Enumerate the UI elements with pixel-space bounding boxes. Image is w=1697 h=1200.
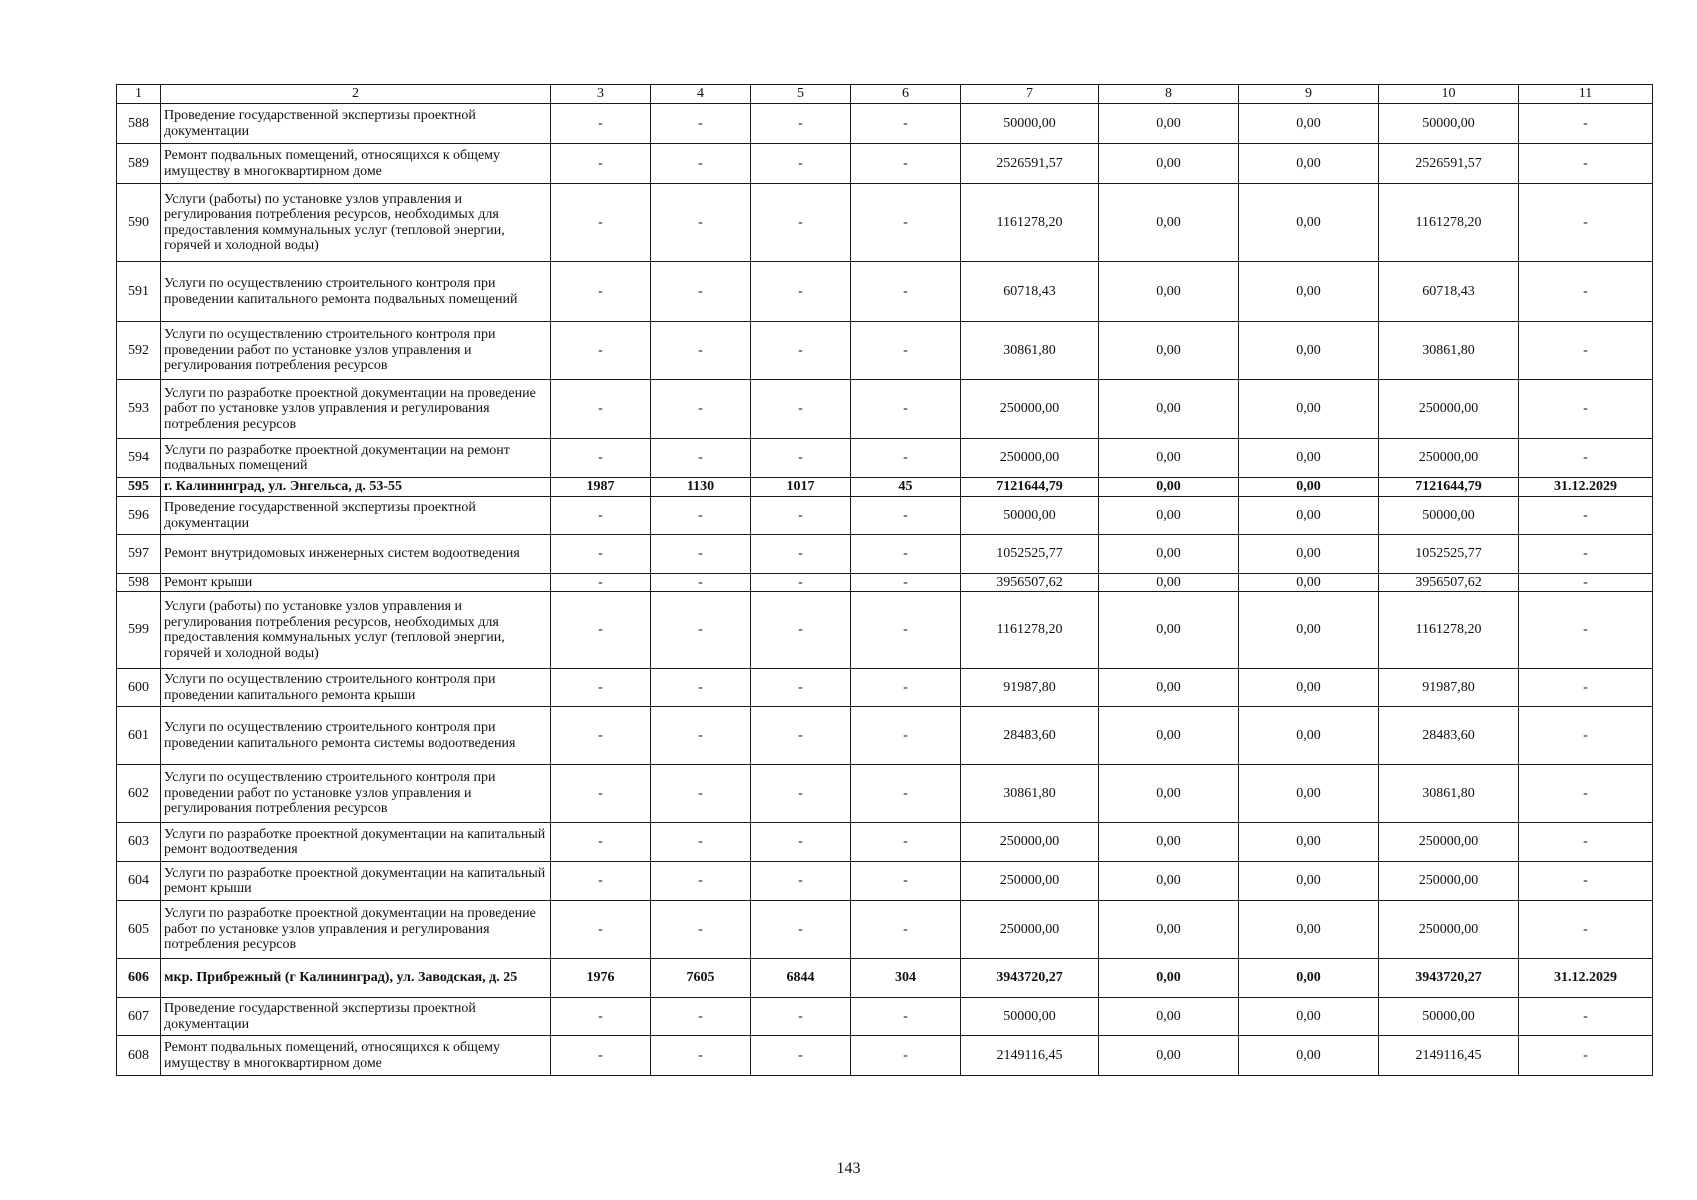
- value-cell: -: [551, 862, 651, 901]
- value-cell: -: [1519, 497, 1653, 535]
- row-number-cell: 591: [117, 262, 161, 322]
- value-cell: -: [851, 380, 961, 439]
- value-cell: 50000,00: [1379, 497, 1519, 535]
- column-header-6: 6: [851, 85, 961, 104]
- description-cell: Услуги по осуществлению строительного контроля при проведении капитального ремонта системы водоотведения: [161, 707, 551, 765]
- value-cell: -: [851, 765, 961, 823]
- description-cell: мкр. Прибрежный (г Калининград), ул. Заводская, д. 25: [161, 959, 551, 998]
- column-header-3: 3: [551, 85, 651, 104]
- value-cell: -: [651, 998, 751, 1036]
- table-row: [117, 592, 1653, 669]
- value-cell: -: [1519, 823, 1653, 862]
- value-cell: 50000,00: [961, 497, 1099, 535]
- value-cell: 30861,80: [1379, 322, 1519, 380]
- table-row: [117, 959, 1653, 998]
- value-cell: 0,00: [1099, 439, 1239, 478]
- value-cell: -: [551, 592, 651, 669]
- value-cell: 250000,00: [961, 862, 1099, 901]
- value-cell: -: [651, 823, 751, 862]
- value-cell: -: [1519, 535, 1653, 574]
- value-cell: 60718,43: [1379, 262, 1519, 322]
- value-cell: -: [851, 535, 961, 574]
- value-cell: -: [551, 535, 651, 574]
- value-cell: 1161278,20: [1379, 184, 1519, 262]
- value-cell: -: [551, 823, 651, 862]
- value-cell: 0,00: [1099, 823, 1239, 862]
- row-number-cell: 590: [117, 184, 161, 262]
- value-cell: 250000,00: [961, 439, 1099, 478]
- value-cell: 250000,00: [961, 901, 1099, 959]
- value-cell: -: [651, 1036, 751, 1076]
- value-cell: -: [851, 1036, 961, 1076]
- description-cell: Ремонт подвальных помещений, относящихся к общему имуществу в многоквартирном доме: [161, 144, 551, 184]
- row-number-cell: 606: [117, 959, 161, 998]
- value-cell: -: [1519, 1036, 1653, 1076]
- value-cell: 304: [851, 959, 961, 998]
- description-cell: Ремонт подвальных помещений, относящихся к общему имуществу в многоквартирном доме: [161, 1036, 551, 1076]
- value-cell: -: [1519, 592, 1653, 669]
- value-cell: 0,00: [1099, 478, 1239, 497]
- value-cell: 0,00: [1239, 439, 1379, 478]
- value-cell: -: [851, 262, 961, 322]
- table-row: [117, 765, 1653, 823]
- column-header-5: 5: [751, 85, 851, 104]
- table-row: [117, 478, 1653, 497]
- value-cell: 250000,00: [961, 823, 1099, 862]
- table-row: [117, 322, 1653, 380]
- value-cell: 1161278,20: [1379, 592, 1519, 669]
- value-cell: -: [851, 823, 961, 862]
- value-cell: -: [751, 322, 851, 380]
- value-cell: -: [751, 592, 851, 669]
- value-cell: -: [751, 823, 851, 862]
- value-cell: -: [851, 592, 961, 669]
- column-header-8: 8: [1099, 85, 1239, 104]
- value-cell: -: [851, 901, 961, 959]
- value-cell: 0,00: [1239, 535, 1379, 574]
- value-cell: 91987,80: [961, 669, 1099, 707]
- value-cell: -: [651, 862, 751, 901]
- value-cell: 0,00: [1239, 262, 1379, 322]
- row-number-cell: 608: [117, 1036, 161, 1076]
- value-cell: -: [1519, 439, 1653, 478]
- value-cell: -: [1519, 144, 1653, 184]
- description-cell: Проведение государственной экспертизы проектной документации: [161, 104, 551, 144]
- row-number-cell: 607: [117, 998, 161, 1036]
- value-cell: 0,00: [1099, 959, 1239, 998]
- column-header-4: 4: [651, 85, 751, 104]
- value-cell: 3943720,27: [1379, 959, 1519, 998]
- table-body: [117, 104, 1653, 1076]
- value-cell: -: [551, 144, 651, 184]
- value-cell: -: [851, 497, 961, 535]
- value-cell: 2149116,45: [961, 1036, 1099, 1076]
- table-row: [117, 497, 1653, 535]
- value-cell: -: [851, 439, 961, 478]
- row-number-cell: 600: [117, 669, 161, 707]
- value-cell: -: [851, 144, 961, 184]
- description-cell: Услуги по разработке проектной документации на проведение работ по установке узлов управления и регулирования потребления ресурсов: [161, 380, 551, 439]
- value-cell: 250000,00: [1379, 380, 1519, 439]
- value-cell: 50000,00: [961, 104, 1099, 144]
- value-cell: -: [1519, 765, 1653, 823]
- row-number-cell: 592: [117, 322, 161, 380]
- row-number-cell: 594: [117, 439, 161, 478]
- table-row: [117, 1036, 1653, 1076]
- table-row: [117, 439, 1653, 478]
- value-cell: 0,00: [1239, 104, 1379, 144]
- value-cell: 0,00: [1099, 104, 1239, 144]
- value-cell: -: [651, 322, 751, 380]
- value-cell: 6844: [751, 959, 851, 998]
- row-number-cell: 605: [117, 901, 161, 959]
- table-row: [117, 998, 1653, 1036]
- value-cell: 0,00: [1239, 901, 1379, 959]
- value-cell: 0,00: [1239, 862, 1379, 901]
- value-cell: -: [751, 669, 851, 707]
- value-cell: 0,00: [1239, 184, 1379, 262]
- value-cell: -: [651, 535, 751, 574]
- value-cell: 0,00: [1239, 497, 1379, 535]
- row-number-cell: 603: [117, 823, 161, 862]
- value-cell: 0,00: [1239, 998, 1379, 1036]
- value-cell: -: [851, 184, 961, 262]
- value-cell: 2526591,57: [961, 144, 1099, 184]
- value-cell: -: [751, 439, 851, 478]
- value-cell: -: [751, 184, 851, 262]
- value-cell: -: [751, 104, 851, 144]
- value-cell: -: [551, 439, 651, 478]
- value-cell: 1052525,77: [1379, 535, 1519, 574]
- value-cell: -: [551, 1036, 651, 1076]
- value-cell: 7121644,79: [961, 478, 1099, 497]
- value-cell: 3956507,62: [1379, 574, 1519, 592]
- row-number-cell: 595: [117, 478, 161, 497]
- row-number-cell: 588: [117, 104, 161, 144]
- description-cell: Услуги по осуществлению строительного контроля при проведении работ по установке узлов управления и регулирования потребления ресурсов: [161, 322, 551, 380]
- value-cell: -: [851, 862, 961, 901]
- value-cell: 60718,43: [961, 262, 1099, 322]
- value-cell: 0,00: [1099, 184, 1239, 262]
- page-number: 143: [836, 1160, 861, 1177]
- description-cell: Услуги по осуществлению строительного контроля при проведении капитального ремонта крыши: [161, 669, 551, 707]
- value-cell: -: [651, 144, 751, 184]
- value-cell: -: [651, 574, 751, 592]
- value-cell: -: [751, 535, 851, 574]
- value-cell: 0,00: [1099, 1036, 1239, 1076]
- value-cell: 50000,00: [1379, 998, 1519, 1036]
- value-cell: 250000,00: [1379, 901, 1519, 959]
- value-cell: -: [751, 707, 851, 765]
- table-row: [117, 901, 1653, 959]
- description-cell: Услуги по осуществлению строительного контроля при проведении капитального ремонта подвальных помещений: [161, 262, 551, 322]
- value-cell: -: [751, 901, 851, 959]
- row-number-cell: 602: [117, 765, 161, 823]
- value-cell: -: [851, 669, 961, 707]
- value-cell: 50000,00: [961, 998, 1099, 1036]
- value-cell: 0,00: [1239, 380, 1379, 439]
- value-cell: -: [551, 380, 651, 439]
- value-cell: -: [551, 104, 651, 144]
- value-cell: -: [751, 574, 851, 592]
- table-header: [117, 85, 1653, 104]
- value-cell: 28483,60: [961, 707, 1099, 765]
- row-number-cell: 604: [117, 862, 161, 901]
- value-cell: -: [851, 574, 961, 592]
- value-cell: 50000,00: [1379, 104, 1519, 144]
- value-cell: -: [851, 707, 961, 765]
- value-cell: 250000,00: [1379, 823, 1519, 862]
- column-header-9: 9: [1239, 85, 1379, 104]
- description-cell: Проведение государственной экспертизы проектной документации: [161, 497, 551, 535]
- value-cell: -: [751, 262, 851, 322]
- description-cell: Услуги по разработке проектной документации на ремонт подвальных помещений: [161, 439, 551, 478]
- value-cell: 3956507,62: [961, 574, 1099, 592]
- description-cell: Услуги по разработке проектной документации на капитальный ремонт водоотведения: [161, 823, 551, 862]
- value-cell: -: [651, 707, 751, 765]
- row-number-cell: 601: [117, 707, 161, 765]
- value-cell: -: [551, 707, 651, 765]
- value-cell: -: [751, 765, 851, 823]
- table-row: [117, 144, 1653, 184]
- value-cell: -: [1519, 184, 1653, 262]
- data-table: [116, 84, 1653, 1076]
- table-row: [117, 380, 1653, 439]
- value-cell: 0,00: [1099, 574, 1239, 592]
- row-number-cell: 596: [117, 497, 161, 535]
- value-cell: 0,00: [1099, 998, 1239, 1036]
- value-cell: 0,00: [1239, 707, 1379, 765]
- description-cell: Ремонт внутридомовых инженерных систем водоотведения: [161, 535, 551, 574]
- row-number-cell: 599: [117, 592, 161, 669]
- value-cell: -: [751, 380, 851, 439]
- value-cell: -: [1519, 322, 1653, 380]
- description-cell: Проведение государственной экспертизы проектной документации: [161, 998, 551, 1036]
- value-cell: -: [651, 439, 751, 478]
- value-cell: 250000,00: [961, 380, 1099, 439]
- value-cell: -: [1519, 862, 1653, 901]
- value-cell: -: [751, 497, 851, 535]
- value-cell: 250000,00: [1379, 862, 1519, 901]
- value-cell: 91987,80: [1379, 669, 1519, 707]
- description-cell: Услуги по разработке проектной документации на капитальный ремонт крыши: [161, 862, 551, 901]
- value-cell: -: [551, 184, 651, 262]
- value-cell: 1161278,20: [961, 184, 1099, 262]
- table-row: [117, 184, 1653, 262]
- value-cell: 31.12.2029: [1519, 959, 1653, 998]
- value-cell: 0,00: [1239, 669, 1379, 707]
- value-cell: -: [551, 901, 651, 959]
- column-header-10: 10: [1379, 85, 1519, 104]
- value-cell: -: [751, 862, 851, 901]
- value-cell: 0,00: [1099, 669, 1239, 707]
- value-cell: 1987: [551, 478, 651, 497]
- value-cell: 30861,80: [961, 322, 1099, 380]
- value-cell: 0,00: [1099, 262, 1239, 322]
- table-row: [117, 707, 1653, 765]
- value-cell: -: [1519, 262, 1653, 322]
- table-row: [117, 535, 1653, 574]
- value-cell: -: [1519, 669, 1653, 707]
- value-cell: -: [651, 380, 751, 439]
- value-cell: -: [651, 901, 751, 959]
- value-cell: 30861,80: [961, 765, 1099, 823]
- value-cell: -: [651, 262, 751, 322]
- value-cell: -: [1519, 707, 1653, 765]
- value-cell: 0,00: [1099, 144, 1239, 184]
- header-row: [117, 85, 1653, 104]
- row-number-cell: 589: [117, 144, 161, 184]
- value-cell: 0,00: [1239, 959, 1379, 998]
- value-cell: 0,00: [1239, 144, 1379, 184]
- value-cell: 7605: [651, 959, 751, 998]
- description-cell: Услуги (работы) по установке узлов управления и регулирования потребления ресурсов, необходимых для предоставления коммунальных услуг (тепловой энергии, горячей и холодной воды): [161, 184, 551, 262]
- row-number-cell: 593: [117, 380, 161, 439]
- value-cell: 1161278,20: [961, 592, 1099, 669]
- value-cell: -: [551, 262, 651, 322]
- value-cell: 7121644,79: [1379, 478, 1519, 497]
- description-cell: г. Калининград, ул. Энгельса, д. 53-55: [161, 478, 551, 497]
- value-cell: 31.12.2029: [1519, 478, 1653, 497]
- value-cell: -: [651, 592, 751, 669]
- table-row: [117, 823, 1653, 862]
- value-cell: 3943720,27: [961, 959, 1099, 998]
- value-cell: 0,00: [1239, 823, 1379, 862]
- description-cell: Услуги по осуществлению строительного контроля при проведении работ по установке узлов управления и регулирования потребления ресурсов: [161, 765, 551, 823]
- value-cell: -: [551, 765, 651, 823]
- value-cell: -: [851, 322, 961, 380]
- value-cell: -: [851, 998, 961, 1036]
- table-row: [117, 862, 1653, 901]
- value-cell: 1052525,77: [961, 535, 1099, 574]
- value-cell: 0,00: [1239, 1036, 1379, 1076]
- value-cell: 0,00: [1099, 862, 1239, 901]
- value-cell: 0,00: [1099, 592, 1239, 669]
- value-cell: -: [1519, 901, 1653, 959]
- value-cell: 0,00: [1099, 322, 1239, 380]
- value-cell: 0,00: [1239, 592, 1379, 669]
- table-row: [117, 574, 1653, 592]
- table-row: [117, 669, 1653, 707]
- value-cell: -: [1519, 104, 1653, 144]
- value-cell: 1976: [551, 959, 651, 998]
- value-cell: 0,00: [1239, 765, 1379, 823]
- value-cell: 0,00: [1239, 574, 1379, 592]
- value-cell: 45: [851, 478, 961, 497]
- value-cell: 250000,00: [1379, 439, 1519, 478]
- table-row: [117, 104, 1653, 144]
- value-cell: 28483,60: [1379, 707, 1519, 765]
- value-cell: -: [551, 574, 651, 592]
- value-cell: -: [551, 322, 651, 380]
- value-cell: -: [651, 184, 751, 262]
- value-cell: -: [651, 104, 751, 144]
- value-cell: -: [651, 765, 751, 823]
- value-cell: 0,00: [1239, 478, 1379, 497]
- column-header-1: 1: [117, 85, 161, 104]
- value-cell: 0,00: [1099, 380, 1239, 439]
- value-cell: 1130: [651, 478, 751, 497]
- description-cell: Ремонт крыши: [161, 574, 551, 592]
- description-cell: Услуги по разработке проектной документации на проведение работ по установке узлов управления и регулирования потребления ресурсов: [161, 901, 551, 959]
- value-cell: -: [1519, 574, 1653, 592]
- column-header-7: 7: [961, 85, 1099, 104]
- value-cell: -: [751, 998, 851, 1036]
- value-cell: -: [651, 497, 751, 535]
- value-cell: -: [1519, 380, 1653, 439]
- data-table-container: [116, 84, 1652, 1076]
- value-cell: -: [551, 497, 651, 535]
- value-cell: -: [551, 669, 651, 707]
- value-cell: -: [1519, 998, 1653, 1036]
- value-cell: 0,00: [1099, 535, 1239, 574]
- value-cell: -: [651, 669, 751, 707]
- value-cell: -: [751, 1036, 851, 1076]
- value-cell: 2526591,57: [1379, 144, 1519, 184]
- row-number-cell: 597: [117, 535, 161, 574]
- value-cell: 0,00: [1099, 707, 1239, 765]
- value-cell: -: [551, 998, 651, 1036]
- value-cell: 0,00: [1099, 901, 1239, 959]
- value-cell: 0,00: [1099, 497, 1239, 535]
- column-header-2: 2: [161, 85, 551, 104]
- value-cell: 2149116,45: [1379, 1036, 1519, 1076]
- value-cell: 1017: [751, 478, 851, 497]
- value-cell: 0,00: [1239, 322, 1379, 380]
- row-number-cell: 598: [117, 574, 161, 592]
- value-cell: 0,00: [1099, 765, 1239, 823]
- column-header-11: 11: [1519, 85, 1653, 104]
- value-cell: -: [851, 104, 961, 144]
- table-row: [117, 262, 1653, 322]
- value-cell: -: [751, 144, 851, 184]
- description-cell: Услуги (работы) по установке узлов управления и регулирования потребления ресурсов, необходимых для предоставления коммунальных услуг (тепловой энергии, горячей и холодной воды): [161, 592, 551, 669]
- value-cell: 30861,80: [1379, 765, 1519, 823]
